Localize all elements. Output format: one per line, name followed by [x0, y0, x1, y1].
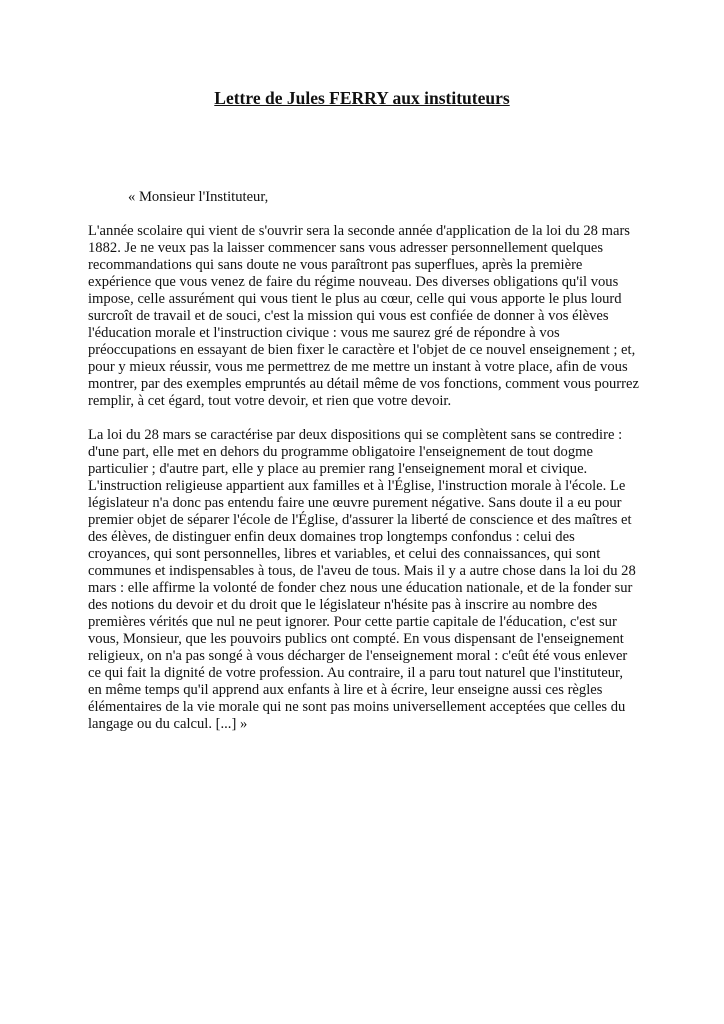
paragraph-2 [88, 427, 648, 733]
text-line: élémentaires de la vie morale qui ne sont pas moins universellement acceptées que celles du [88, 699, 626, 715]
text-line: législateur n'a donc pas entendu faire une œuvre purement négative. Sans doute il a eu pour [88, 495, 622, 511]
text-line: vous, Monsieur, que les pouvoirs publics ont compté. En vous dispensant de l'enseignement [88, 631, 624, 647]
text-line: premier objet de séparer l'école de l'Église, d'assurer la liberté de conscience et des maîtres et [88, 512, 632, 528]
text-line: d'une part, elle met en dehors du programme obligatoire l'enseignement de tout dogme [88, 444, 593, 460]
text-line: religieux, on n'a pas songé à vous décharger de l'enseignement moral : c'eût été vous enlever [88, 648, 628, 664]
text-line: L'instruction religieuse appartient aux familles et à l'Église, l'instruction morale à l'école. Le [88, 478, 626, 494]
text-line: recommandations qui sans doute ne vous paraîtront pas superflues, après la première [88, 257, 583, 273]
text-line: surcroît de travail et de souci, c'est la mission qui vous est confiée de donner à vos élèves [88, 308, 609, 324]
text-line: préoccupations en essayant de bien fixer le caractère et l'objet de ce nouvel enseignement ; et, [88, 342, 636, 358]
text-line: communes et indispensables à tous, de l'aveu de tous. Mais il y a autre chose dans la loi du 28 [88, 563, 636, 579]
text-line: remplir, à cet égard, tout votre devoir, et rien que votre devoir. [88, 393, 452, 409]
document-title: Lettre de Jules FERRY aux instituteurs [214, 88, 510, 108]
text-line: l'éducation morale et l'instruction civique : vous me saurez gré de répondre à vos [88, 325, 560, 341]
text-line: des notions du devoir et du droit que le législateur n'hésite pas à inscrire au nombre des [88, 597, 598, 613]
salutation: « Monsieur l'Instituteur, [128, 189, 269, 205]
text-line: L'année scolaire qui vient de s'ouvrir sera la seconde année d'application de la loi du 28 mars [88, 223, 630, 239]
text-line: La loi du 28 mars se caractérise par deux dispositions qui se complètent sans se contredire : [88, 427, 623, 443]
text-line: 1882. Je ne veux pas la laisser commencer sans vous adresser personnellement quelques [88, 240, 604, 256]
text-line: premières vérités que nul ne peut ignorer. Pour cette partie capitale de l'éducation, c'est sur [88, 614, 617, 630]
text-line: particulier ; d'autre part, elle y place au premier rang l'enseignement moral et civique. [88, 461, 588, 477]
text-line: montrer, par des exemples empruntés au détail même de vos fonctions, comment vous pourrez [88, 376, 639, 392]
paragraph-1 [88, 223, 648, 410]
text-line: des élèves, de distinguer enfin deux domaines trop longtemps confondus : celui des [88, 529, 575, 545]
text-line: croyances, qui sont personnelles, libres et variables, et celui des connaissances, qui sont [88, 546, 601, 562]
text-line: langage ou du calcul. [...] » [88, 716, 248, 732]
text-line: mars : elle affirme la volonté de fonder chez nous une éducation nationale, et de la fonder sur [88, 580, 633, 596]
text-line: pour y mieux réussir, vous me permettrez de me mettre un instant à votre place, afin de vous [88, 359, 628, 375]
text-line: ce qui fait la dignité de votre profession. Au contraire, il a paru tout naturel que l'instituteur, [88, 665, 623, 681]
text-line: impose, celle assurément qui vous tient le plus au cœur, celle qui vous apporte le plus lourd [88, 291, 622, 307]
text-line: en même temps qu'il apprend aux enfants à lire et à écrire, leur enseigne aussi ces règles [88, 682, 603, 698]
text-line: expérience que vous venez de faire du régime nouveau. Des diverses obligations qu'il vous [88, 274, 619, 290]
